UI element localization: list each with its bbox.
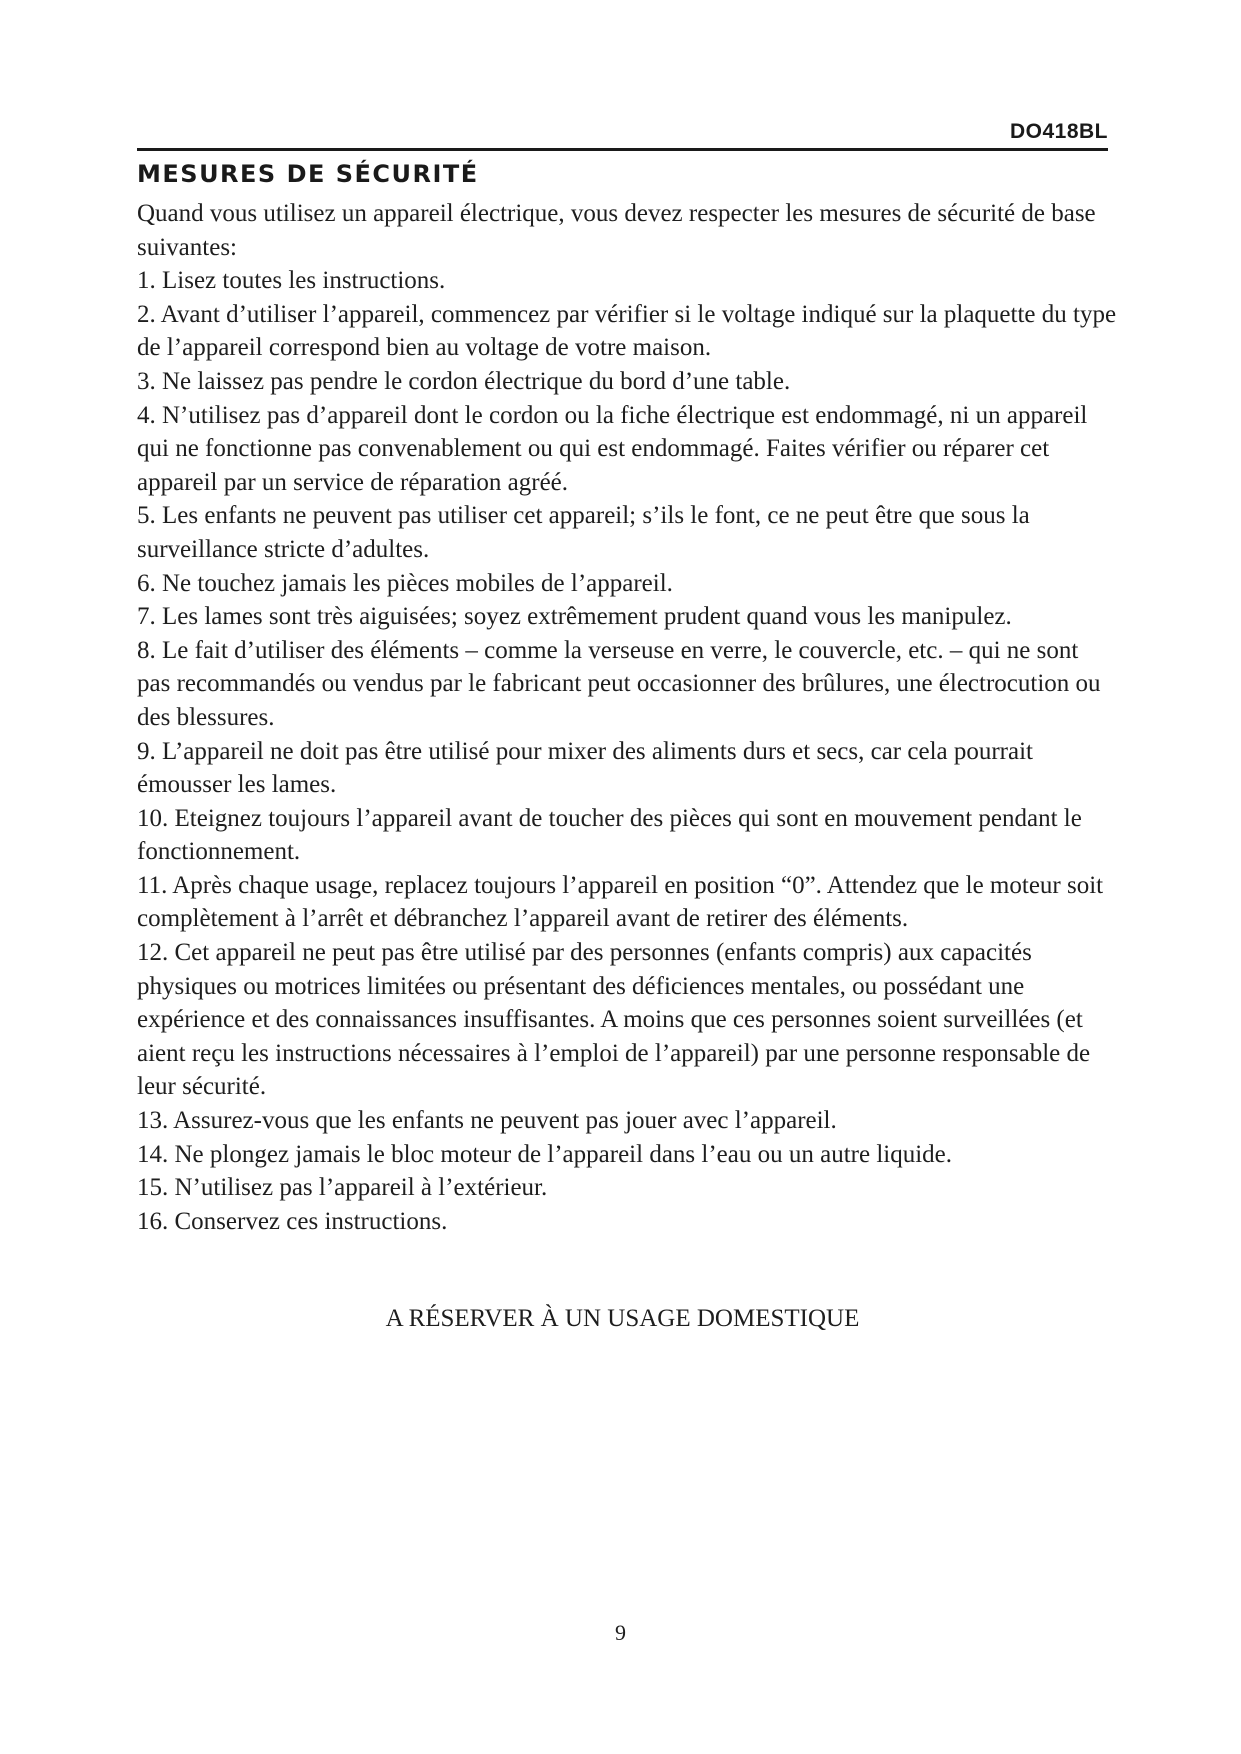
household-use-note: A RÉSERVER À UN USAGE DOMESTIQUE (385, 1305, 860, 1332)
instruction-item-13: 13. Assurez-vous que les enfants ne peuvent pas jouer avec l’appareil. (137, 1107, 837, 1135)
instruction-item-6: 6. Ne touchez jamais les pièces mobiles de l’appareil. (137, 569, 673, 597)
instruction-item-16: 16. Conservez ces instructions. (137, 1207, 448, 1235)
instruction-item-10: 10. Eteignez toujours l’appareil avant de toucher des pièces qui sont en mouvement pendant le fonctionnement. (137, 804, 1082, 866)
instruction-item-12: 12. Cet appareil ne peut pas être utilisé par des personnes (enfants compris) aux capacités physiques ou motrices limitées ou présentant des déficiences mentales, ou possédant une expérience et des connaissances insuffisantes. A moins que ces personnes soient surveillées (et aient reçu les instructions nécessaires à l’emploi de l’appareil) par une personne responsable de leur sécurité. (137, 939, 1091, 1101)
instruction-item-4: 4. N’utilisez pas d’appareil dont le cordon ou la fiche électrique est endommagé, ni un appareil qui ne fonctionne pas convenablement ou qui est endommagé. Faites vérifier ou réparer cet appareil par un service de réparation agréé. (137, 401, 1088, 496)
instruction-item-3: 3. Ne laissez pas pendre le cordon électrique du bord d’une table. (137, 367, 791, 395)
instruction-item-5: 5. Les enfants ne peuvent pas utiliser cet appareil; s’ils le font, ce ne peut être que sous la surveillance stricte d’adultes. (137, 502, 1030, 563)
page-number: 9 (615, 1620, 626, 1645)
instruction-item-8: 8. Le fait d’utiliser des éléments – comme la verseuse en verre, le couvercle, etc. – qui ne sont pas recommandés ou vendus par le fabricant peut occasionner des brûlures, une électrocution ou des blessures. (137, 636, 1101, 731)
instruction-item-7: 7. Les lames sont très aiguisées; soyez extrêmement prudent quand vous les manipulez. (137, 603, 1012, 631)
instruction-item-11: 11. Après chaque usage, replacez toujours l’appareil en position “0”. Attendez que le moteur soit complètement à l’arrêt et débranchez l’appareil avant de retirer des éléments. (137, 871, 1104, 933)
instruction-item-1: 1. Lisez toutes les instructions. (137, 267, 446, 295)
safety-instructions (137, 197, 1117, 1238)
instruction-item-2: 2. Avant d’utiliser l’appareil, commencez par vérifier si le voltage indiqué sur la plaquette du type de l’appareil correspond bien au voltage de votre maison. (137, 300, 1117, 362)
header-rule (137, 148, 1108, 151)
section-title: MESURES DE SÉCURITÉ (137, 160, 479, 188)
model-code: DO418BL (1009, 120, 1108, 143)
instruction-item-14: 14. Ne plongez jamais le bloc moteur de l’appareil dans l’eau ou un autre liquide. (137, 1140, 953, 1168)
instruction-item-9: 9. L’appareil ne doit pas être utilisé pour mixer des aliments durs et secs, car cela pourrait émousser les lames. (137, 737, 1033, 799)
instruction-item-15: 15. N’utilisez pas l’appareil à l’extérieur. (137, 1174, 548, 1202)
intro-paragraph: Quand vous utilisez un appareil électrique, vous devez respecter les mesures de sécurité de base suivantes: (137, 200, 1096, 261)
